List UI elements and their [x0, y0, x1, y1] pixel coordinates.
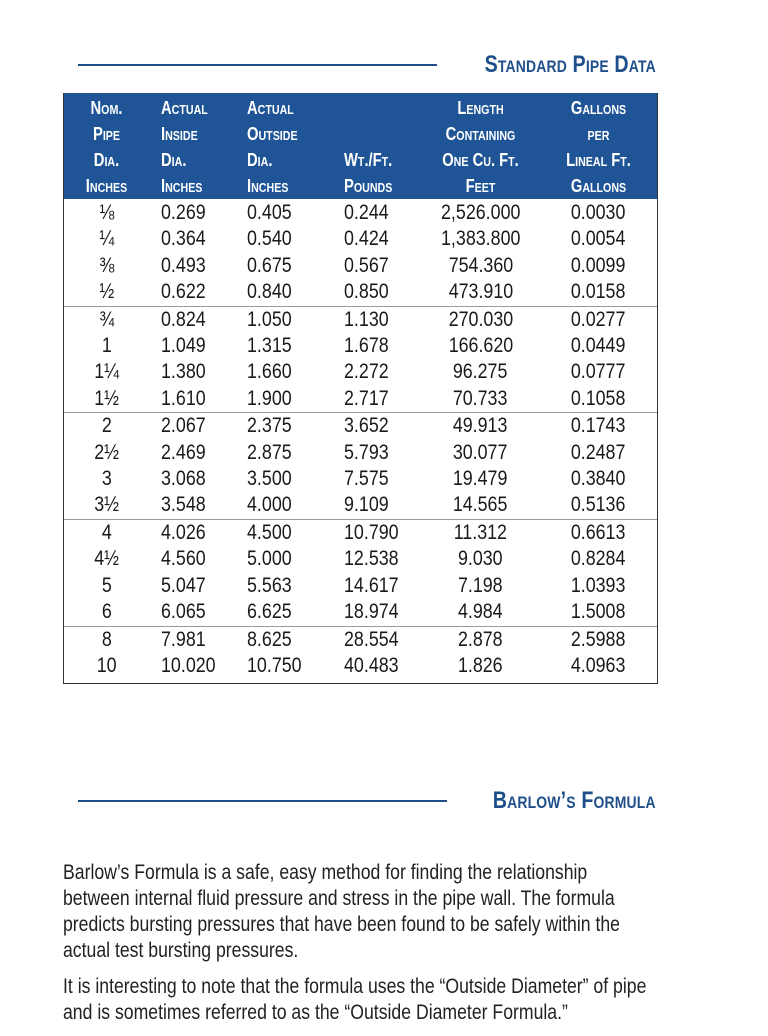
cell-value: 1¼: [94, 360, 119, 384]
cell-value: 4.026: [161, 520, 206, 544]
table-cell: [149, 226, 239, 252]
cell-value: 0.0099: [571, 253, 626, 277]
table-cell: [149, 386, 239, 413]
barlow-title: Barlow’s Formula: [493, 787, 656, 814]
table-cell: [330, 226, 421, 252]
cell-value: 5.793: [344, 440, 389, 464]
cell-value: 0.364: [161, 227, 206, 251]
table-cell: [64, 519, 149, 546]
heading-rule: [78, 64, 437, 66]
cell-value: 1.660: [247, 360, 292, 384]
table-cell: [540, 253, 657, 279]
cell-value: 1.900: [247, 386, 292, 410]
table-cell: [330, 253, 421, 279]
table-cell: [149, 306, 239, 333]
table-cell: [64, 199, 149, 226]
table-cell: [239, 306, 330, 333]
column-header-line: Feet: [465, 176, 496, 196]
cell-value: 96.275: [453, 360, 508, 384]
column-header-line: Gallons: [570, 176, 627, 196]
column-header-line: [344, 95, 407, 121]
column-header-line: Lineal Ft.: [566, 150, 631, 170]
table-cell: [421, 359, 540, 385]
column-header-line: Length: [457, 98, 504, 118]
table-cell: [421, 599, 540, 626]
cell-value: 10: [96, 653, 117, 677]
cell-value: 9.030: [458, 547, 503, 571]
table-cell: [239, 279, 330, 306]
table-cell: [239, 546, 330, 572]
table-cell: [540, 386, 657, 413]
table-cell: [239, 253, 330, 279]
table-row: [64, 573, 657, 599]
table-cell: [149, 653, 239, 683]
cell-value: ⅜: [99, 253, 114, 277]
table-cell: [330, 359, 421, 385]
table-cell: [421, 226, 540, 252]
table-cell: [330, 653, 421, 683]
table-cell: [540, 519, 657, 546]
table-cell: [540, 413, 657, 440]
table-header-row: [64, 93, 657, 199]
barlow-text: [63, 860, 653, 1036]
cell-value: 0.1743: [571, 414, 626, 438]
cell-value: 166.620: [448, 334, 513, 358]
cell-value: 1.610: [161, 386, 206, 410]
cell-value: 5.047: [161, 573, 206, 597]
table-cell: [330, 466, 421, 492]
table-cell: [540, 226, 657, 252]
cell-value: 5.000: [247, 547, 292, 571]
cell-value: 0.244: [344, 201, 389, 224]
cell-value: 2,526.000: [440, 201, 521, 224]
table-cell: [64, 253, 149, 279]
cell-value: 0.5136: [571, 493, 626, 517]
cell-value: 0.8284: [571, 547, 626, 571]
table-row: [64, 653, 657, 683]
cell-value: 3.068: [161, 467, 206, 491]
cell-value: ½: [99, 280, 114, 304]
table-cell: [330, 599, 421, 626]
table-cell: [330, 573, 421, 599]
table-cell: [540, 279, 657, 306]
table-cell: [64, 306, 149, 333]
cell-value: 4.0963: [571, 653, 626, 677]
table-row: [64, 492, 657, 519]
table-cell: [330, 546, 421, 572]
table-cell: [64, 492, 149, 519]
cell-value: 0.6613: [571, 520, 626, 544]
column-header-line: per: [587, 124, 610, 144]
cell-value: 1.678: [344, 334, 389, 358]
barlow-heading: [78, 787, 656, 815]
column-header-line: Dia.: [161, 150, 187, 170]
pipe-data-heading: [78, 51, 656, 79]
table-cell: [64, 226, 149, 252]
cell-value: 1: [101, 334, 112, 358]
table-cell: [64, 386, 149, 413]
cell-value: 0.0054: [571, 227, 626, 251]
cell-value: 8: [101, 627, 112, 651]
table-cell: [239, 653, 330, 683]
cell-value: 0.2487: [571, 440, 626, 464]
table-cell: [239, 199, 330, 226]
cell-value: 0.405: [247, 201, 292, 224]
table-cell: [421, 306, 540, 333]
cell-value: 2.272: [344, 360, 389, 384]
table-cell: [421, 386, 540, 413]
cell-value: 3.500: [247, 467, 292, 491]
table-cell: [330, 413, 421, 440]
column-header-line: Inches: [247, 176, 289, 196]
pipe-data-table: [63, 93, 658, 684]
table-cell: [421, 253, 540, 279]
cell-value: 0.622: [161, 280, 206, 304]
table-cell: [330, 440, 421, 466]
table-cell: [64, 466, 149, 492]
table-row: [64, 226, 657, 252]
table-cell: [540, 573, 657, 599]
cell-value: 12.538: [344, 547, 399, 571]
cell-value: 4½: [94, 547, 119, 571]
table-cell: [149, 573, 239, 599]
barlow-paragraph-2: It is interesting to note that the formula uses the “Outside Diameter” of pipe and is sometimes referred to as the “Outside Diameter Formula.”: [63, 975, 647, 1024]
table-row: [64, 413, 657, 440]
table-cell: [540, 599, 657, 626]
cell-value: 8.625: [247, 627, 292, 651]
table-cell: [64, 573, 149, 599]
cell-value: 473.910: [448, 280, 513, 304]
cell-value: 2: [101, 414, 112, 438]
cell-value: 4.000: [247, 493, 292, 517]
cell-value: 0.269: [161, 201, 206, 224]
table-cell: [540, 306, 657, 333]
column-header-line: Inches: [85, 176, 128, 196]
table-cell: [64, 599, 149, 626]
column-header-line: Actual: [247, 98, 294, 118]
table-cell: [149, 279, 239, 306]
table-body: [64, 199, 657, 683]
cell-value: 754.360: [448, 253, 513, 277]
table-row: [64, 626, 657, 653]
cell-value: 6.625: [247, 600, 292, 624]
cell-value: ¾: [99, 307, 114, 331]
table-cell: [330, 492, 421, 519]
column-header: [421, 93, 540, 199]
column-header-line: Pounds: [344, 176, 393, 196]
table-cell: [540, 626, 657, 653]
cell-value: 9.109: [344, 493, 389, 517]
column-header-line: Containing: [445, 124, 516, 144]
table-row: [64, 519, 657, 546]
table-cell: [149, 199, 239, 226]
table-cell: [239, 573, 330, 599]
cell-value: 0.850: [344, 280, 389, 304]
column-header: [239, 93, 330, 199]
table-cell: [149, 546, 239, 572]
cell-value: 1½: [94, 386, 119, 410]
table-cell: [149, 519, 239, 546]
cell-value: 4.560: [161, 547, 206, 571]
cell-value: 6.065: [161, 600, 206, 624]
column-header: [330, 93, 421, 199]
cell-value: 1.5008: [571, 600, 626, 624]
column-header-line: Inside: [161, 124, 198, 144]
cell-value: 11.312: [453, 520, 508, 544]
table-cell: [540, 653, 657, 683]
cell-value: 1.0393: [571, 573, 626, 597]
cell-value: 3½: [94, 493, 119, 517]
column-header-line: Actual: [161, 98, 208, 118]
cell-value: 2.875: [247, 440, 292, 464]
table-cell: [421, 653, 540, 683]
cell-value: 0.0030: [571, 201, 626, 224]
column-header-line: Dia.: [93, 150, 120, 170]
table-cell: [149, 626, 239, 653]
cell-value: 0.493: [161, 253, 206, 277]
table-cell: [64, 653, 149, 683]
cell-value: 2.067: [161, 414, 206, 438]
table-cell: [149, 599, 239, 626]
cell-value: 2½: [94, 440, 119, 464]
table-cell: [149, 492, 239, 519]
table-row: [64, 386, 657, 413]
cell-value: 10.020: [161, 653, 216, 677]
table-cell: [540, 199, 657, 226]
cell-value: 14.617: [344, 573, 399, 597]
cell-value: 3.548: [161, 493, 206, 517]
cell-value: 0.675: [247, 253, 292, 277]
table-cell: [64, 359, 149, 385]
table-cell: [421, 546, 540, 572]
pipe-data-title: Standard Pipe Data: [484, 51, 656, 78]
heading-rule: [78, 800, 447, 802]
cell-value: ¼: [99, 227, 114, 251]
cell-value: 270.030: [448, 307, 513, 331]
table-cell: [421, 626, 540, 653]
table-cell: [149, 253, 239, 279]
cell-value: 40.483: [344, 653, 399, 677]
table-cell: [330, 626, 421, 653]
cell-value: 0.540: [247, 227, 292, 251]
table-row: [64, 599, 657, 626]
column-header-line: Nom.: [90, 98, 123, 118]
column-header-line: [344, 121, 407, 147]
cell-value: 30.077: [453, 440, 508, 464]
table-cell: [540, 546, 657, 572]
table-cell: [540, 492, 657, 519]
table-cell: [149, 413, 239, 440]
table-cell: [239, 226, 330, 252]
cell-value: 0.0158: [571, 280, 626, 304]
cell-value: 14.565: [453, 493, 508, 517]
cell-value: 4.984: [458, 600, 503, 624]
cell-value: 0.567: [344, 253, 389, 277]
cell-value: 28.554: [344, 627, 399, 651]
table-cell: [239, 626, 330, 653]
table-cell: [421, 573, 540, 599]
cell-value: 1.826: [458, 653, 503, 677]
table-cell: [421, 492, 540, 519]
cell-value: 18.974: [344, 600, 399, 624]
table-row: [64, 546, 657, 572]
table-row: [64, 279, 657, 306]
cell-value: 4.500: [247, 520, 292, 544]
table-cell: [421, 333, 540, 359]
table-cell: [421, 519, 540, 546]
table-cell: [149, 466, 239, 492]
table-cell: [330, 386, 421, 413]
cell-value: 2.717: [344, 386, 389, 410]
barlow-paragraph-1: Barlow’s Formula is a safe, easy method for finding the relationship between internal fluid pressure and stress in the pipe wall. The formula predicts bursting pressures that have been found to be safely within the actual test bursting pressures.: [63, 861, 620, 962]
table-cell: [421, 413, 540, 440]
cell-value: 1.380: [161, 360, 206, 384]
table-cell: [239, 466, 330, 492]
cell-value: 49.913: [453, 414, 508, 438]
cell-value: 0.424: [344, 227, 389, 251]
table-cell: [149, 440, 239, 466]
table-row: [64, 466, 657, 492]
table-cell: [239, 359, 330, 385]
column-header-line: Pipe: [92, 124, 121, 144]
cell-value: 1.130: [344, 307, 389, 331]
cell-value: ⅛: [99, 201, 114, 224]
column-header-line: Gallons: [570, 98, 627, 118]
column-header-line: Dia.: [247, 150, 273, 170]
table-cell: [330, 199, 421, 226]
cell-value: 3: [101, 467, 112, 491]
column-header-line: One Cu. Ft.: [442, 150, 519, 170]
table-cell: [239, 413, 330, 440]
table-cell: [64, 626, 149, 653]
table-row: [64, 440, 657, 466]
table-cell: [149, 359, 239, 385]
table-row: [64, 359, 657, 385]
cell-value: 0.3840: [571, 467, 626, 491]
cell-value: 70.733: [453, 386, 508, 410]
cell-value: 4: [101, 520, 112, 544]
table-cell: [540, 333, 657, 359]
table-cell: [64, 413, 149, 440]
cell-value: 6: [101, 600, 112, 624]
column-header: [540, 93, 657, 199]
table-cell: [421, 279, 540, 306]
column-header-line: Wt./Ft.: [344, 150, 393, 170]
cell-value: 1,383.800: [440, 227, 521, 251]
cell-value: 0.0449: [571, 334, 626, 358]
table-cell: [239, 519, 330, 546]
cell-value: 7.981: [161, 627, 206, 651]
cell-value: 2.5988: [571, 627, 626, 651]
table-cell: [421, 466, 540, 492]
cell-value: 2.878: [458, 627, 503, 651]
cell-value: 2.375: [247, 414, 292, 438]
cell-value: 1.315: [247, 334, 292, 358]
table-cell: [149, 333, 239, 359]
table-cell: [330, 306, 421, 333]
cell-value: 7.198: [458, 573, 503, 597]
cell-value: 1.049: [161, 334, 206, 358]
cell-value: 10.750: [247, 653, 302, 677]
table-cell: [330, 519, 421, 546]
cell-value: 10.790: [344, 520, 399, 544]
table-cell: [330, 279, 421, 306]
table-cell: [330, 333, 421, 359]
cell-value: 2.469: [161, 440, 206, 464]
cell-value: 1.050: [247, 307, 292, 331]
table-row: [64, 333, 657, 359]
cell-value: 0.840: [247, 280, 292, 304]
cell-value: 0.824: [161, 307, 206, 331]
table-cell: [64, 440, 149, 466]
cell-value: 0.1058: [571, 386, 626, 410]
table-cell: [421, 440, 540, 466]
table-cell: [540, 466, 657, 492]
cell-value: 19.479: [453, 467, 508, 491]
column-header: [149, 93, 239, 199]
table-cell: [239, 386, 330, 413]
cell-value: 0.0777: [571, 360, 626, 384]
table-cell: [239, 333, 330, 359]
table-cell: [239, 440, 330, 466]
table-cell: [540, 359, 657, 385]
column-header: [64, 93, 149, 199]
cell-value: 0.0277: [571, 307, 626, 331]
table-cell: [421, 199, 540, 226]
table-cell: [64, 279, 149, 306]
cell-value: 3.652: [344, 414, 389, 438]
cell-value: 5: [101, 573, 112, 597]
table-cell: [64, 333, 149, 359]
table-cell: [239, 599, 330, 626]
table-row: [64, 253, 657, 279]
column-header-line: Inches: [161, 176, 203, 196]
table-cell: [64, 546, 149, 572]
table-cell: [239, 492, 330, 519]
column-header-line: Outside: [247, 124, 298, 144]
table-row: [64, 199, 657, 226]
cell-value: 5.563: [247, 573, 292, 597]
cell-value: 7.575: [344, 467, 389, 491]
table-cell: [540, 440, 657, 466]
table-row: [64, 306, 657, 333]
